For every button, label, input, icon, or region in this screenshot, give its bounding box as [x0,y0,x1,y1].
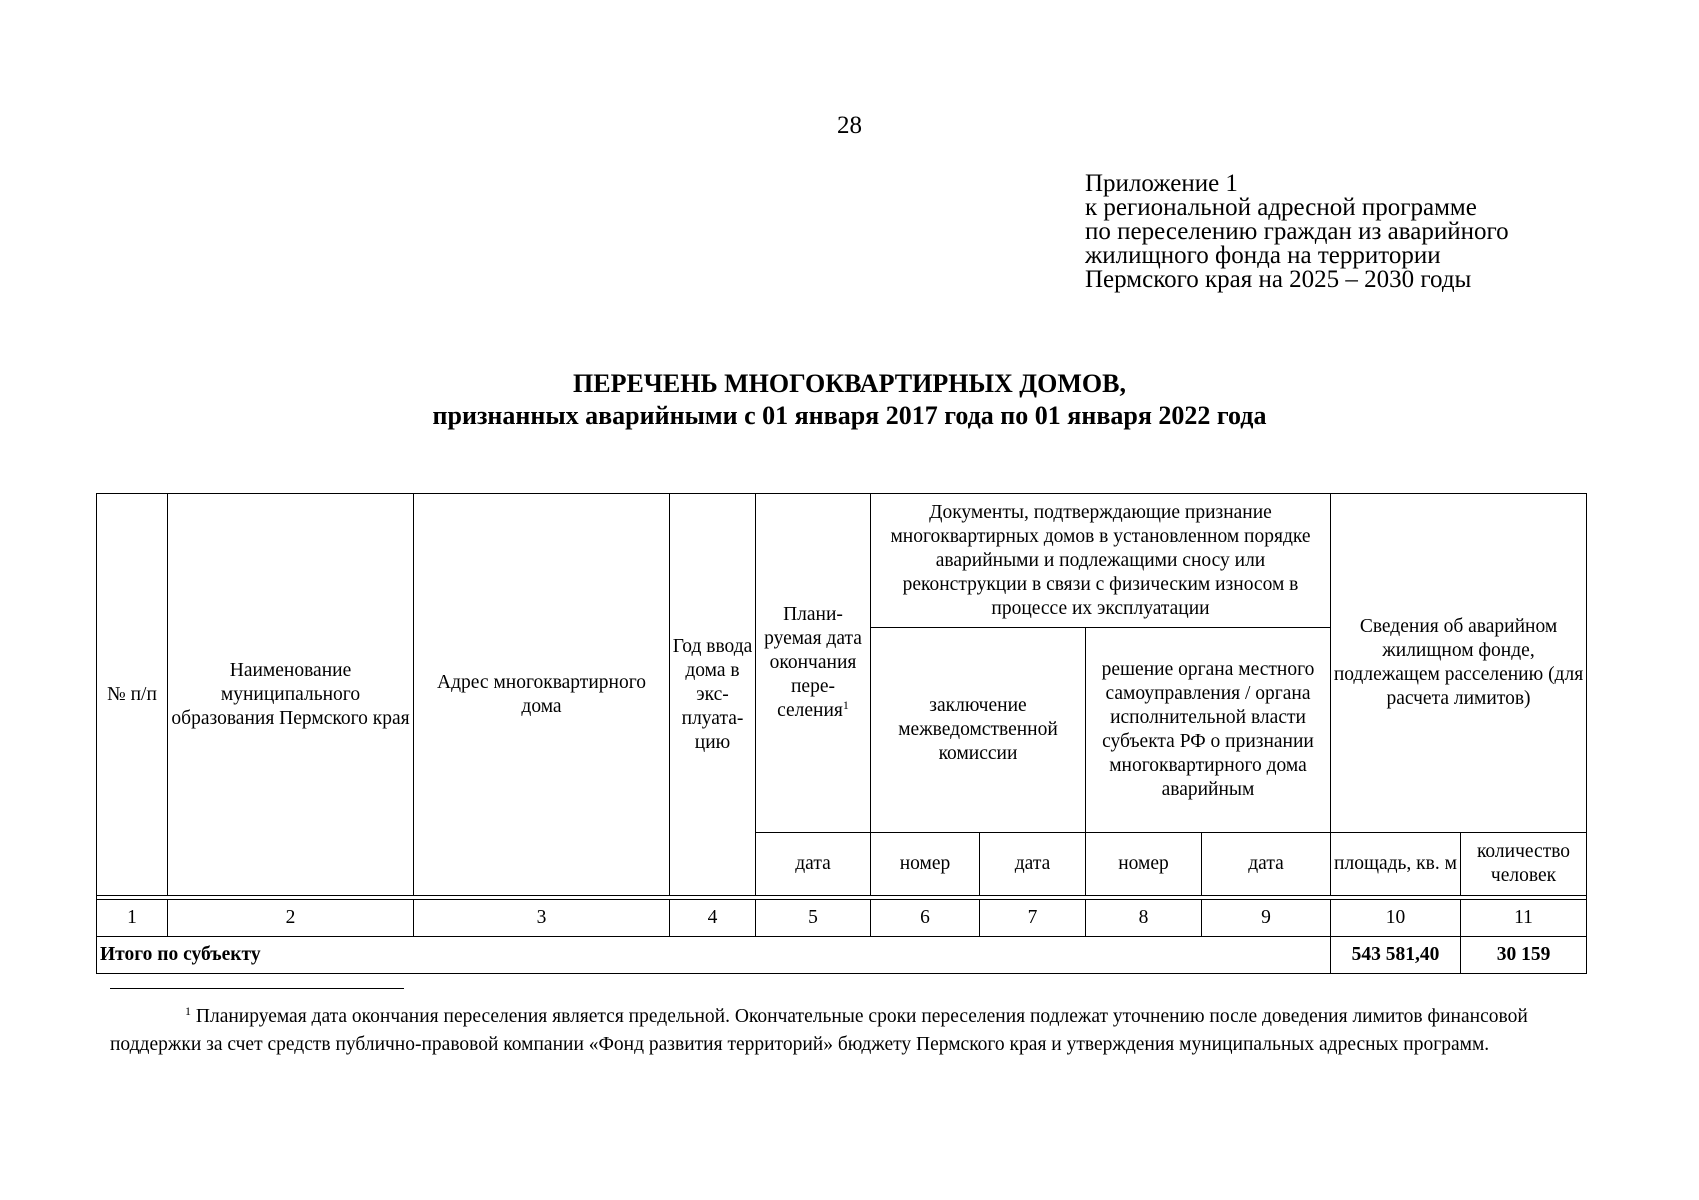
houses-table [96,493,1587,974]
header-commission: заключение межведомственной комиссии [871,628,1086,833]
column-number: 6 [871,900,980,937]
footnote-ref: 1 [842,698,849,712]
document-title [0,368,1699,432]
total-area: 543 581,40 [1331,937,1461,974]
subheader-people: количество человек [1461,833,1587,896]
title-line-1: ПЕРЕЧЕНЬ МНОГОКВАРТИРНЫХ ДОМОВ, [573,369,1126,398]
subheader-number-6: номер [871,833,980,896]
column-number: 9 [1202,900,1331,937]
appendix-line: Приложение 1 [1085,170,1238,197]
header-year: Год ввода дома в экс- плуата- цию [670,494,756,896]
column-number: 11 [1461,900,1587,937]
column-number-row [97,900,1587,937]
subheader-date-7: дата [980,833,1086,896]
appendix-line: жилищного фонда на территории [1085,242,1441,269]
total-people: 30 159 [1461,937,1587,974]
appendix-line: по переселению граждан из аварийного [1085,218,1509,245]
footnote [110,1003,1550,1059]
subheader-date-9: дата [1202,833,1331,896]
header-documents-group: Документы, подтверждающие признание многоквартирных домов в установленном порядке аварийными и подлежащими сносу или реконструкции в связи с физическим износом в процессе их эксплуатации [871,494,1331,628]
header-num: № п/п [97,494,168,896]
subheader-date-5: дата [756,833,871,896]
header-authority-decision: решение органа местного самоуправления / органа исполнительной власти субъекта РФ о признании многоквартирного дома аварийным [1086,628,1331,833]
header-planned-date [756,494,871,833]
header-municipality: Наименование муниципального образования Пермского края [168,494,414,896]
column-number: 3 [414,900,670,937]
column-number: 5 [756,900,871,937]
footnote-text: Планируемая дата окончания переселения является предельной. Окончательные сроки переселения подлежат уточнению после доведения лимитов финансовой поддержки за счет средств публично-правовой компании «Фонд развития территорий» бюджету Пермского края и утверждения муниципальных адресных программ. [110,1006,1528,1055]
title-line-2: признанных аварийными с 01 января 2017 года по 01 января 2022 года [432,401,1267,430]
appendix-block [1085,172,1509,292]
page-number: 28 [837,112,862,139]
column-number: 4 [670,900,756,937]
column-number: 10 [1331,900,1461,937]
header-fund-info: Сведения об аварийном жилищном фонде, подлежащем расселению (для расчета лимитов) [1331,494,1587,833]
appendix-line: к региональной адресной программе [1085,194,1477,221]
column-number: 8 [1086,900,1202,937]
total-label: Итого по субъекту [97,937,1331,974]
header-planned-date-text: Плани- руемая дата окончания пере- селения [764,604,862,721]
footnote-divider [110,988,404,989]
subheader-number-8: номер [1086,833,1202,896]
footnote-marker: 1 [185,1004,191,1018]
total-row [97,937,1587,974]
header-address: Адрес многоквартирного дома [414,494,670,896]
appendix-line: Пермского края на 2025 – 2030 годы [1085,266,1472,293]
subheader-area: площадь, кв. м [1331,833,1461,896]
column-number: 7 [980,900,1086,937]
column-number: 2 [168,900,414,937]
column-number: 1 [97,900,168,937]
